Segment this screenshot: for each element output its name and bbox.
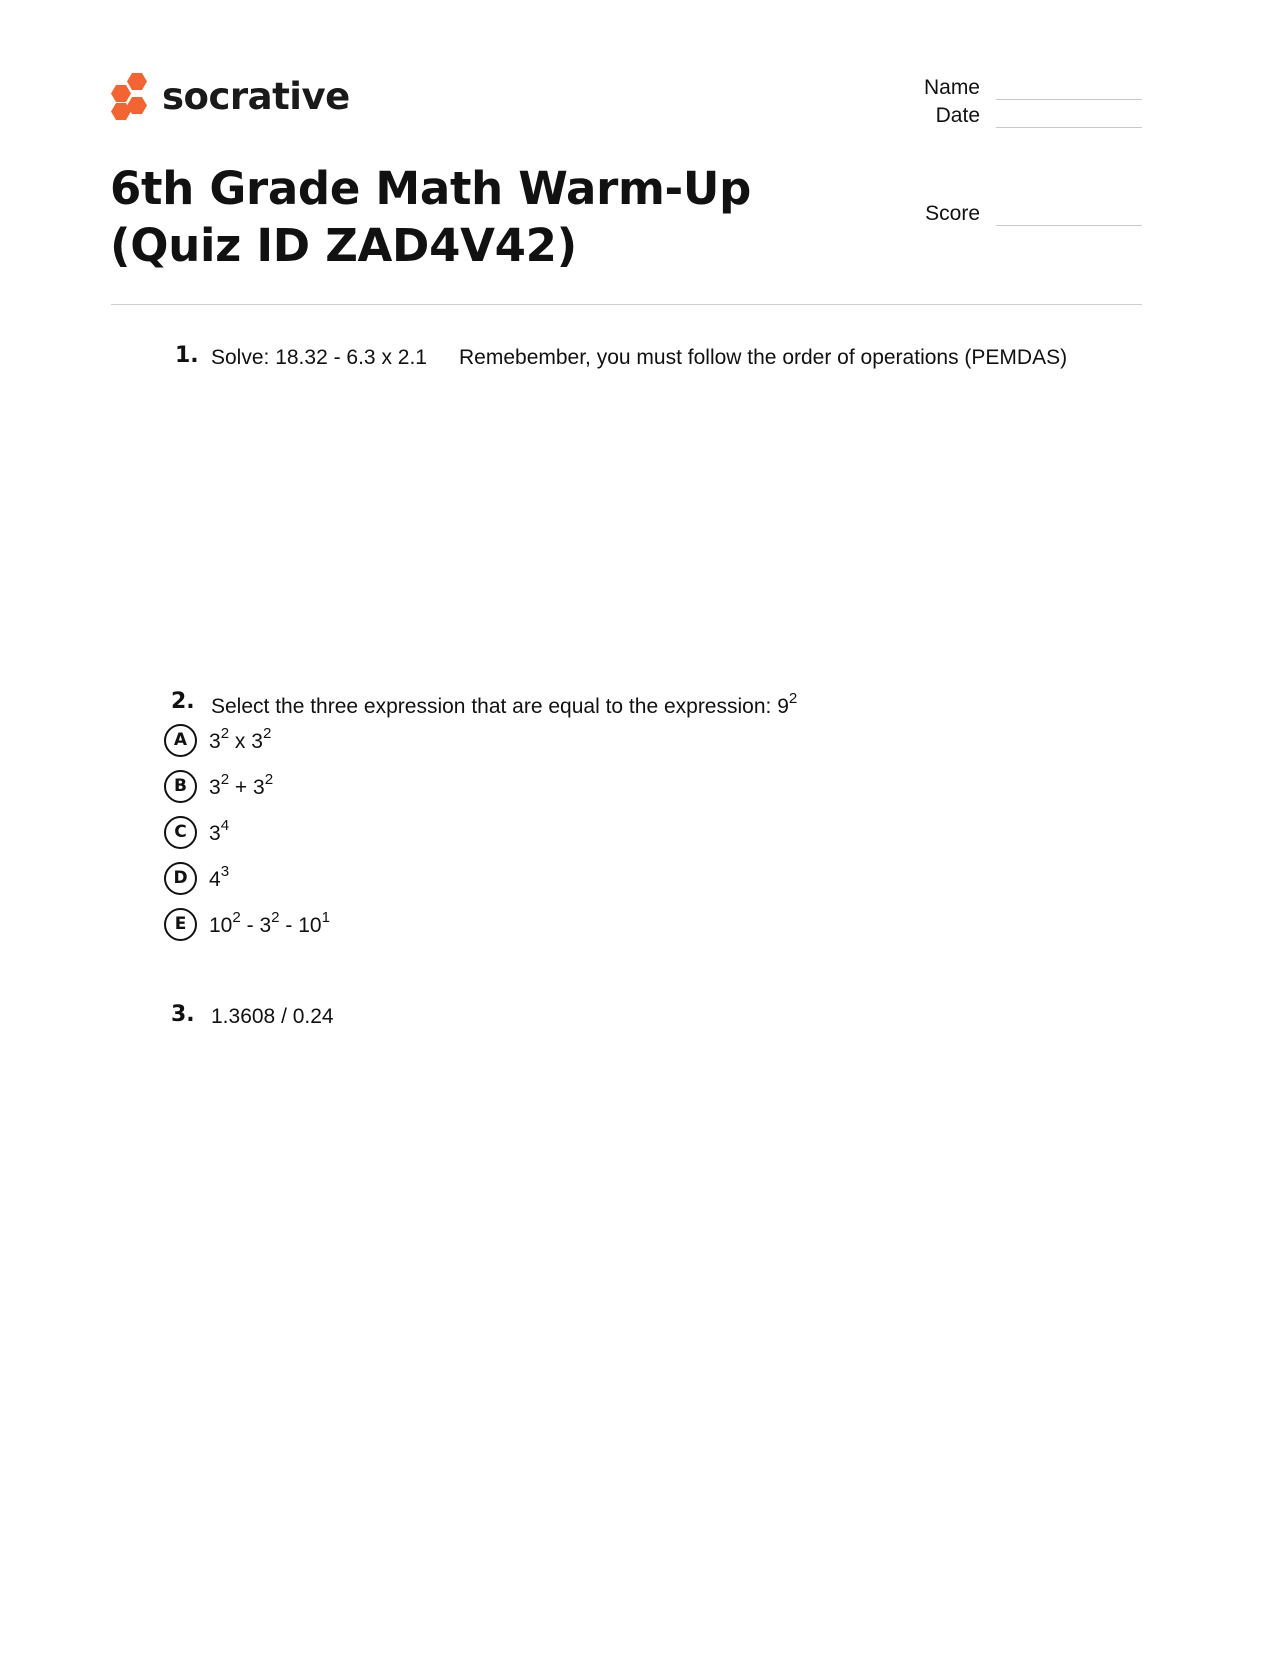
choice-text: $10^2 - 3^2 - 10^1$ <box>209 908 330 937</box>
choice-text: $3^2$ x $3^2$ <box>209 724 272 753</box>
question-text: Solve: 18.32 - 6.3 x 2.1 <box>211 346 427 369</box>
question-hint: Remebember, you must follow the order of operations (PEMDAS) <box>459 346 1068 369</box>
choice-d[interactable] <box>164 861 230 895</box>
choice-text: $3^4$ <box>209 816 230 845</box>
choice-text: $3^2 + 3^2$ <box>209 770 274 799</box>
question-number: 2. <box>171 689 195 714</box>
choice-e[interactable] <box>164 907 330 941</box>
choice-a[interactable] <box>164 723 272 757</box>
page-title: 6th Grade Math Warm-Up (Quiz ID ZAD4V42) <box>110 162 752 272</box>
question-number: 1. <box>175 343 199 368</box>
choice-bubble[interactable]: A <box>164 724 197 757</box>
question-text: 1.3608 / 0.24 <box>211 1005 334 1028</box>
choice-bubble[interactable]: D <box>164 862 197 895</box>
name-field[interactable] <box>880 72 1142 102</box>
question-text: Select the three expression that are equal to the expression: $9^2$ <box>211 689 798 718</box>
choice-text: $4^3$ <box>209 862 230 891</box>
hexagon-cluster-icon <box>110 71 150 121</box>
choice-bubble[interactable]: C <box>164 816 197 849</box>
choice-bubble[interactable]: B <box>164 770 197 803</box>
score-input-line[interactable] <box>996 225 1142 226</box>
student-info-fields <box>880 0 1142 240</box>
brand-name: socrative <box>162 74 350 118</box>
name-label: Name <box>923 76 980 99</box>
question-number: 3. <box>171 1002 195 1027</box>
header-divider <box>111 304 1142 305</box>
score-field[interactable] <box>880 198 1142 228</box>
choice-b[interactable] <box>164 769 274 803</box>
choice-c[interactable] <box>164 815 230 849</box>
date-label: Date <box>935 104 980 127</box>
date-input-line[interactable] <box>996 127 1142 128</box>
choice-bubble[interactable]: E <box>164 908 197 941</box>
score-label: Score <box>925 202 980 225</box>
date-field[interactable] <box>880 100 1142 130</box>
socrative-logo <box>110 72 350 120</box>
